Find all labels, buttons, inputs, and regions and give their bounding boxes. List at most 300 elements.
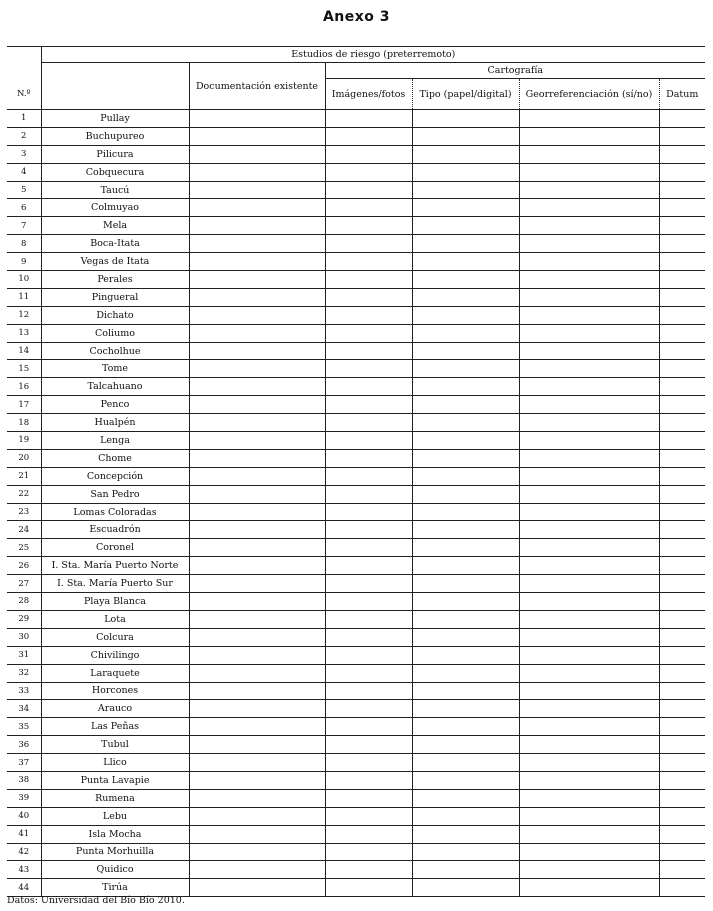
row-type-cell xyxy=(412,342,519,360)
table-row xyxy=(7,539,705,557)
row-number: 3 xyxy=(7,145,41,163)
row-location-name: Arauco xyxy=(41,700,189,718)
table-row xyxy=(7,271,705,289)
table-row xyxy=(7,628,705,646)
row-location-name: Chome xyxy=(41,449,189,467)
row-number: 12 xyxy=(7,306,41,324)
row-images-cell xyxy=(325,682,412,700)
row-doc-cell xyxy=(189,324,325,342)
row-location-name: Punta Lavapie xyxy=(41,771,189,789)
row-doc-cell xyxy=(189,807,325,825)
row-georef-cell xyxy=(519,754,659,772)
row-doc-cell xyxy=(189,503,325,521)
row-doc-cell xyxy=(189,646,325,664)
row-georef-cell xyxy=(519,127,659,145)
table-row xyxy=(7,557,705,575)
row-datum-cell xyxy=(659,593,705,611)
row-type-cell xyxy=(412,110,519,128)
row-images-cell xyxy=(325,861,412,879)
row-georef-cell xyxy=(519,217,659,235)
row-type-cell xyxy=(412,432,519,450)
row-datum-cell xyxy=(659,610,705,628)
row-location-name: Lomas Coloradas xyxy=(41,503,189,521)
row-location-name: Chivilingo xyxy=(41,646,189,664)
table-row xyxy=(7,110,705,128)
row-type-cell xyxy=(412,807,519,825)
row-location-name: Talcahuano xyxy=(41,378,189,396)
row-location-name: Penco xyxy=(41,396,189,414)
table-row xyxy=(7,771,705,789)
row-georef-cell xyxy=(519,789,659,807)
row-datum-cell xyxy=(659,825,705,843)
row-type-cell xyxy=(412,593,519,611)
row-datum-cell xyxy=(659,539,705,557)
table-row xyxy=(7,432,705,450)
row-images-cell xyxy=(325,503,412,521)
row-type-cell xyxy=(412,610,519,628)
row-number: 5 xyxy=(7,181,41,199)
table-row xyxy=(7,414,705,432)
row-datum-cell xyxy=(659,217,705,235)
row-location-name: Lenga xyxy=(41,432,189,450)
row-type-cell xyxy=(412,414,519,432)
row-datum-cell xyxy=(659,288,705,306)
row-type-cell xyxy=(412,145,519,163)
row-images-cell xyxy=(325,718,412,736)
table-row xyxy=(7,736,705,754)
row-datum-cell xyxy=(659,467,705,485)
row-images-cell xyxy=(325,288,412,306)
table-row xyxy=(7,575,705,593)
row-georef-cell xyxy=(519,199,659,217)
row-georef-cell xyxy=(519,557,659,575)
row-images-cell xyxy=(325,789,412,807)
row-type-cell xyxy=(412,736,519,754)
row-location-name: Tome xyxy=(41,360,189,378)
row-georef-cell xyxy=(519,521,659,539)
row-type-cell xyxy=(412,539,519,557)
row-type-cell xyxy=(412,521,519,539)
row-doc-cell xyxy=(189,342,325,360)
row-images-cell xyxy=(325,127,412,145)
row-images-cell xyxy=(325,771,412,789)
row-georef-cell xyxy=(519,593,659,611)
row-location-name: Hualpén xyxy=(41,414,189,432)
row-type-cell xyxy=(412,628,519,646)
row-location-name: Lota xyxy=(41,610,189,628)
row-doc-cell xyxy=(189,360,325,378)
row-images-cell xyxy=(325,378,412,396)
row-number: 43 xyxy=(7,861,41,879)
row-type-cell xyxy=(412,861,519,879)
annex-table xyxy=(7,46,705,897)
row-doc-cell xyxy=(189,593,325,611)
row-doc-cell xyxy=(189,771,325,789)
row-doc-cell xyxy=(189,485,325,503)
row-type-cell xyxy=(412,843,519,861)
row-images-cell xyxy=(325,324,412,342)
row-datum-cell xyxy=(659,449,705,467)
row-datum-cell xyxy=(659,521,705,539)
row-type-cell xyxy=(412,467,519,485)
row-location-name: Boca-Itata xyxy=(41,235,189,253)
row-location-name: I. Sta. María Puerto Sur xyxy=(41,575,189,593)
row-location-name: Taucú xyxy=(41,181,189,199)
row-datum-cell xyxy=(659,271,705,289)
row-type-cell xyxy=(412,575,519,593)
page-title: Anexo 3 xyxy=(322,9,391,25)
row-number: 19 xyxy=(7,432,41,450)
row-images-cell xyxy=(325,879,412,897)
row-doc-cell xyxy=(189,628,325,646)
row-location-name: Dichato xyxy=(41,306,189,324)
row-datum-cell xyxy=(659,432,705,450)
row-type-cell xyxy=(412,700,519,718)
row-location-name: Pingueral xyxy=(41,288,189,306)
row-datum-cell xyxy=(659,861,705,879)
table-row xyxy=(7,199,705,217)
row-doc-cell xyxy=(189,253,325,271)
row-location-name: Perales xyxy=(41,271,189,289)
row-georef-cell xyxy=(519,628,659,646)
row-images-cell xyxy=(325,700,412,718)
row-images-cell xyxy=(325,593,412,611)
row-datum-cell xyxy=(659,360,705,378)
row-doc-cell xyxy=(189,700,325,718)
row-number: 18 xyxy=(7,414,41,432)
row-images-cell xyxy=(325,396,412,414)
source-note: Datos: Universidad del Bío Bío 2010. xyxy=(7,895,185,906)
row-datum-cell xyxy=(659,324,705,342)
row-number: 37 xyxy=(7,754,41,772)
row-doc-cell xyxy=(189,521,325,539)
row-images-cell xyxy=(325,664,412,682)
row-type-cell xyxy=(412,378,519,396)
row-location-name: Vegas de Itata xyxy=(41,253,189,271)
row-datum-cell xyxy=(659,771,705,789)
table-row xyxy=(7,127,705,145)
row-datum-cell xyxy=(659,414,705,432)
row-type-cell xyxy=(412,449,519,467)
row-type-cell xyxy=(412,503,519,521)
table-row xyxy=(7,217,705,235)
row-type-cell xyxy=(412,163,519,181)
table-row xyxy=(7,181,705,199)
row-location-name: Colcura xyxy=(41,628,189,646)
row-georef-cell xyxy=(519,110,659,128)
row-number: 29 xyxy=(7,610,41,628)
row-number: 24 xyxy=(7,521,41,539)
row-georef-cell xyxy=(519,414,659,432)
row-images-cell xyxy=(325,235,412,253)
row-georef-cell xyxy=(519,396,659,414)
row-doc-cell xyxy=(189,396,325,414)
row-location-name: Coronel xyxy=(41,539,189,557)
table-row xyxy=(7,145,705,163)
row-images-cell xyxy=(325,217,412,235)
row-doc-cell xyxy=(189,271,325,289)
row-datum-cell xyxy=(659,807,705,825)
header-group-label: Estudios de riesgo (preterremoto) xyxy=(41,47,705,63)
row-type-cell xyxy=(412,396,519,414)
row-datum-cell xyxy=(659,879,705,897)
row-location-name: Rumena xyxy=(41,789,189,807)
row-datum-cell xyxy=(659,789,705,807)
row-number: 20 xyxy=(7,449,41,467)
row-number: 33 xyxy=(7,682,41,700)
row-type-cell xyxy=(412,557,519,575)
row-number: 14 xyxy=(7,342,41,360)
row-type-cell xyxy=(412,664,519,682)
table-row xyxy=(7,789,705,807)
row-georef-cell xyxy=(519,432,659,450)
header-num-spacer xyxy=(7,63,41,79)
row-doc-cell xyxy=(189,110,325,128)
header-name xyxy=(41,79,189,110)
row-number: 22 xyxy=(7,485,41,503)
row-number: 13 xyxy=(7,324,41,342)
row-georef-cell xyxy=(519,646,659,664)
row-type-cell xyxy=(412,199,519,217)
row-doc-cell xyxy=(189,163,325,181)
row-datum-cell xyxy=(659,503,705,521)
table-row xyxy=(7,253,705,271)
row-images-cell xyxy=(325,485,412,503)
row-doc-cell xyxy=(189,610,325,628)
row-doc-cell xyxy=(189,682,325,700)
row-location-name: Cobquecura xyxy=(41,163,189,181)
row-datum-cell xyxy=(659,843,705,861)
row-location-name: Pullay xyxy=(41,110,189,128)
row-number: 25 xyxy=(7,539,41,557)
row-doc-cell xyxy=(189,843,325,861)
row-type-cell xyxy=(412,485,519,503)
row-type-cell xyxy=(412,127,519,145)
row-georef-cell xyxy=(519,879,659,897)
row-location-name: Mela xyxy=(41,217,189,235)
row-location-name: Coliumo xyxy=(41,324,189,342)
header-subgroup-label: Cartografía xyxy=(325,63,705,79)
row-datum-cell xyxy=(659,682,705,700)
table-row xyxy=(7,449,705,467)
row-type-cell xyxy=(412,271,519,289)
row-doc-cell xyxy=(189,789,325,807)
header-datum: Datum xyxy=(659,79,705,110)
row-georef-cell xyxy=(519,825,659,843)
table-row xyxy=(7,360,705,378)
row-images-cell xyxy=(325,145,412,163)
row-georef-cell xyxy=(519,664,659,682)
row-images-cell xyxy=(325,736,412,754)
row-doc-cell xyxy=(189,664,325,682)
row-georef-cell xyxy=(519,539,659,557)
row-number: 15 xyxy=(7,360,41,378)
header-type: Tipo (papel/digital) xyxy=(412,79,519,110)
row-doc-cell xyxy=(189,306,325,324)
row-doc-cell xyxy=(189,879,325,897)
row-number: 9 xyxy=(7,253,41,271)
row-datum-cell xyxy=(659,110,705,128)
row-number: 8 xyxy=(7,235,41,253)
row-datum-cell xyxy=(659,127,705,145)
row-doc-cell xyxy=(189,288,325,306)
row-georef-cell xyxy=(519,360,659,378)
row-doc-cell xyxy=(189,145,325,163)
row-datum-cell xyxy=(659,378,705,396)
row-images-cell xyxy=(325,843,412,861)
row-datum-cell xyxy=(659,557,705,575)
row-number: 35 xyxy=(7,718,41,736)
row-type-cell xyxy=(412,879,519,897)
table-row xyxy=(7,825,705,843)
table-row xyxy=(7,235,705,253)
row-location-name: Cocholhue xyxy=(41,342,189,360)
table-row xyxy=(7,700,705,718)
row-doc-cell xyxy=(189,754,325,772)
row-datum-cell xyxy=(659,664,705,682)
table-row xyxy=(7,718,705,736)
row-location-name: Tirúa xyxy=(41,879,189,897)
table-row xyxy=(7,288,705,306)
row-images-cell xyxy=(325,610,412,628)
row-number: 32 xyxy=(7,664,41,682)
table-row xyxy=(7,485,705,503)
row-number: 10 xyxy=(7,271,41,289)
row-number: 34 xyxy=(7,700,41,718)
row-location-name: Buchupureo xyxy=(41,127,189,145)
row-images-cell xyxy=(325,271,412,289)
row-number: 2 xyxy=(7,127,41,145)
row-georef-cell xyxy=(519,449,659,467)
row-type-cell xyxy=(412,306,519,324)
row-doc-cell xyxy=(189,575,325,593)
row-datum-cell xyxy=(659,754,705,772)
row-datum-cell xyxy=(659,163,705,181)
row-images-cell xyxy=(325,754,412,772)
table-row xyxy=(7,306,705,324)
row-georef-cell xyxy=(519,467,659,485)
table-row xyxy=(7,843,705,861)
row-images-cell xyxy=(325,181,412,199)
header-images: Imágenes/fotos xyxy=(325,79,412,110)
row-doc-cell xyxy=(189,539,325,557)
row-number: 21 xyxy=(7,467,41,485)
row-georef-cell xyxy=(519,485,659,503)
row-doc-cell xyxy=(189,557,325,575)
row-georef-cell xyxy=(519,610,659,628)
table-body xyxy=(7,110,705,897)
table-row xyxy=(7,396,705,414)
row-doc-cell xyxy=(189,199,325,217)
table-row xyxy=(7,664,705,682)
row-number: 40 xyxy=(7,807,41,825)
row-images-cell xyxy=(325,557,412,575)
row-type-cell xyxy=(412,324,519,342)
row-type-cell xyxy=(412,646,519,664)
row-number: 38 xyxy=(7,771,41,789)
row-doc-cell xyxy=(189,217,325,235)
row-georef-cell xyxy=(519,861,659,879)
row-images-cell xyxy=(325,163,412,181)
row-location-name: Playa Blanca xyxy=(41,593,189,611)
row-location-name: Llico xyxy=(41,754,189,772)
row-datum-cell xyxy=(659,306,705,324)
row-images-cell xyxy=(325,360,412,378)
row-georef-cell xyxy=(519,736,659,754)
row-images-cell xyxy=(325,306,412,324)
row-images-cell xyxy=(325,467,412,485)
row-datum-cell xyxy=(659,628,705,646)
row-type-cell xyxy=(412,771,519,789)
table-row xyxy=(7,521,705,539)
row-georef-cell xyxy=(519,843,659,861)
row-doc-cell xyxy=(189,467,325,485)
row-number: 44 xyxy=(7,879,41,897)
row-location-name: Las Peñas xyxy=(41,718,189,736)
row-type-cell xyxy=(412,789,519,807)
row-doc-cell xyxy=(189,414,325,432)
row-datum-cell xyxy=(659,253,705,271)
row-datum-cell xyxy=(659,342,705,360)
row-doc-cell xyxy=(189,718,325,736)
row-images-cell xyxy=(325,628,412,646)
row-doc-cell xyxy=(189,825,325,843)
row-doc-cell xyxy=(189,127,325,145)
row-doc-cell xyxy=(189,235,325,253)
row-georef-cell xyxy=(519,807,659,825)
row-images-cell xyxy=(325,646,412,664)
row-datum-cell xyxy=(659,485,705,503)
row-type-cell xyxy=(412,718,519,736)
row-images-cell xyxy=(325,110,412,128)
row-images-cell xyxy=(325,449,412,467)
row-type-cell xyxy=(412,235,519,253)
row-number: 36 xyxy=(7,736,41,754)
row-type-cell xyxy=(412,181,519,199)
table-row xyxy=(7,378,705,396)
row-georef-cell xyxy=(519,342,659,360)
row-datum-cell xyxy=(659,700,705,718)
table-row xyxy=(7,593,705,611)
row-doc-cell xyxy=(189,181,325,199)
row-location-name: Punta Morhuilla xyxy=(41,843,189,861)
row-location-name: Escuadrón xyxy=(41,521,189,539)
row-type-cell xyxy=(412,682,519,700)
row-georef-cell xyxy=(519,235,659,253)
row-georef-cell xyxy=(519,700,659,718)
table-row xyxy=(7,467,705,485)
row-type-cell xyxy=(412,288,519,306)
row-images-cell xyxy=(325,807,412,825)
row-images-cell xyxy=(325,253,412,271)
row-georef-cell xyxy=(519,771,659,789)
row-location-name: San Pedro xyxy=(41,485,189,503)
row-datum-cell xyxy=(659,145,705,163)
table-row xyxy=(7,324,705,342)
table-row xyxy=(7,879,705,897)
header-georef: Georreferenciación (sí/no) xyxy=(519,79,659,110)
table-row xyxy=(7,861,705,879)
table-row xyxy=(7,682,705,700)
row-location-name: Colmuyao xyxy=(41,199,189,217)
table-row xyxy=(7,754,705,772)
row-images-cell xyxy=(325,432,412,450)
row-number: 39 xyxy=(7,789,41,807)
row-datum-cell xyxy=(659,235,705,253)
header-num: N.º xyxy=(7,79,41,110)
table-row xyxy=(7,807,705,825)
row-georef-cell xyxy=(519,575,659,593)
